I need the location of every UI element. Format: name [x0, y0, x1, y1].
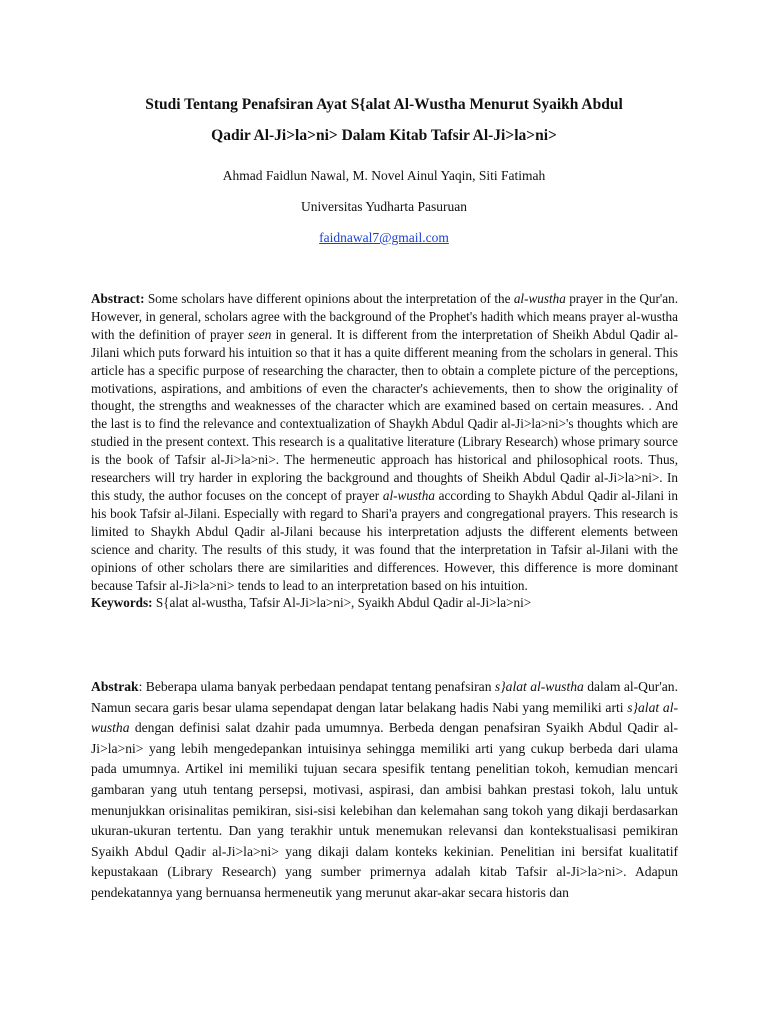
- abstract-text-4: according to Shaykh Abdul Qadir al-Jilani in his book Tafsir al-Jilani. Especially with regard to Shari'a prayers and congregational prayers. This research is limited to Shaykh Abdul Qadir al-Jilani because his interpretation adjusts the different elements between science and charity. The results of this study, it was found that the interpretation in Tafsir al-Jilani with the opinions of other scholars there are similarities and differences. However, this difference is more dominant because Tafsir al-Ji>la>ni> tends to lead to an interpretation based on his intuition.: [91, 487, 678, 593]
- affiliation: Universitas Yudharta Pasuruan: [301, 199, 467, 214]
- abstract-text-3: in general. It is different from the interpretation of Sheikh Abdul Qadir al-Jilani which puts forward his intuition so that it has a quite different meaning from the scholars in general. This article has a specific purpose of researching the character, then to obtain a complete picture of the perceptions, motivations, aspirations, and ambitions of even the character's achievements, then to show the originality of thought, the strengths and weaknesses of the character which are examined based on certain measures. . And the last is to find the relevance and contextualization of Shaykh Abdul Qadir al-Ji>la>ni>'s thoughts which are studied in the present context. This research is a qualitative literature (Library Research) whose primary source is the book of Tafsir al-Ji>la>ni>. The hermeneutic approach has historical and philosophical roots. Thus, researchers will try harder in exploring the background and thoughts of Sheikh Abdul Qadir al-Ji>la>ni>. In this study, the author focuses on the concept of prayer: [91, 326, 678, 503]
- keywords-text: S{alat al-wustha, Tafsir Al-Ji>la>ni>, Syaikh Abdul Qadir al-Ji>la>ni>: [152, 595, 532, 611]
- email-line: [60, 229, 708, 247]
- abstract-label: Abstract:: [91, 291, 145, 306]
- keywords-paragraph: [91, 594, 678, 612]
- abstrak-text-3: dengan definisi salat dzahir pada umumnya. Berbeda dengan penafsiran Syaikh Abdul Qadir al-Ji>la>ni> yang lebih mengedepankan intuisinya sehingga memiliki arti yang cukup berbeda dari ulama pada umumnya. Artikel ini memiliki tujuan secara spesifik tentang penelitian tokoh, kemudian mencari gambaran yang utuh tentang persepsi, motivasi, aspirasi, dan ambisi bahkan prestasi tokoh, lalu untuk menunjukkan orisinalitas pemikiran, sisi-sisi kelebihan dan kelemahan sang tokoh yang dikaji berdasarkan ukuran-ukuran tertentu. Dan yang terakhir untuk menemukan relevansi dan kontekstualisasi pemikiran Syaikh Abdul Qadir al-Ji>la>ni> yang dikaji dalam konteks kekinian. Penelitian ini bersifat kualitatif kepustakaan (Library Research) yang sumber primernya adalah kitab Tafsir al-Ji>la>ni>. Adapun pendekatannya yang bernuansa hermeneutik yang merunut akar-akar secara historis dan: [91, 720, 678, 900]
- abstrak-paragraph: [91, 677, 678, 904]
- keywords-label: Keywords:: [91, 595, 153, 611]
- abstract-italic-3: al-wustha: [382, 487, 435, 503]
- paper-title-line-1: Studi Tentang Penafsiran Ayat S{alat Al-Wustha Menurut Syaikh Abdul: [145, 96, 623, 113]
- abstract-text-2: prayer in the Qur'an. However, in general, scholars agree with the background of the Prophet's hadith which means prayer al-wustha with the definition of prayer: [91, 291, 678, 342]
- abstract-indonesian: [91, 677, 678, 904]
- abstract-paragraph: [91, 290, 678, 594]
- abstract-italic-1: al-wustha: [513, 291, 566, 306]
- paper-title-line-2: Qadir Al-Ji>la>ni> Dalam Kitab Tafsir Al-Ji>la>ni>: [211, 127, 557, 144]
- abstrak-text-1: : Beberapa ulama banyak perbedaan pendapat tentang penafsiran: [138, 679, 495, 694]
- abstrak-text-2: dalam al-Qur'an. Namun secara garis besar ulama sependapat dengan latar belakang hadis Nabi yang memiliki arti: [91, 679, 679, 715]
- email-link[interactable]: faidnawal7@gmail.com: [319, 230, 449, 245]
- abstract-text-1: Some scholars have different opinions about the interpretation of the: [144, 291, 514, 306]
- abstrak-italic-2: s}alat al-wustha: [91, 699, 678, 736]
- author-list: Ahmad Faidlun Nawal, M. Novel Ainul Yaqin, Siti Fatimah: [222, 168, 546, 183]
- abstract-italic-2: seen: [247, 326, 272, 342]
- abstract-english: [91, 290, 678, 612]
- abstrak-label: Abstrak: [91, 679, 139, 694]
- abstrak-italic-1: s}alat al-wustha: [494, 679, 584, 694]
